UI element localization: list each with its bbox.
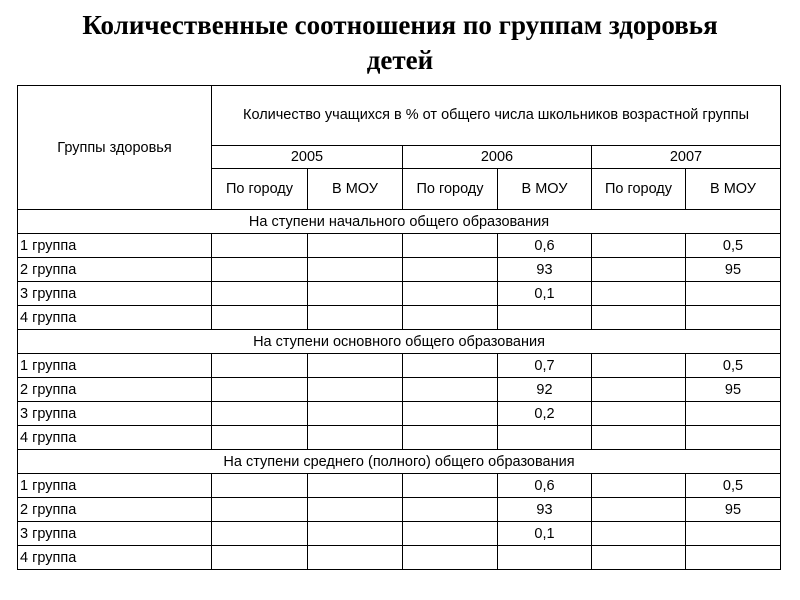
table-cell	[308, 234, 403, 258]
table-row	[18, 498, 781, 522]
table-cell	[403, 258, 498, 282]
table-cell	[308, 258, 403, 282]
table-cell	[212, 282, 308, 306]
table-cell	[403, 474, 498, 498]
table-row	[18, 234, 781, 258]
table-row	[18, 306, 781, 330]
header-sub: В МОУ	[308, 169, 403, 210]
table-cell: 93	[498, 498, 592, 522]
table-cell	[592, 306, 686, 330]
table-cell	[212, 522, 308, 546]
table-cell	[686, 546, 781, 570]
table-cell	[308, 522, 403, 546]
table-cell	[212, 354, 308, 378]
table-cell: 0,1	[498, 522, 592, 546]
row-label: 1 группа	[18, 234, 212, 258]
table-cell: 0,5	[686, 234, 781, 258]
header-sub: По городу	[212, 169, 308, 210]
table-cell	[498, 306, 592, 330]
row-label: 3 группа	[18, 522, 212, 546]
table-cell	[592, 282, 686, 306]
table-cell: 95	[686, 498, 781, 522]
table-cell	[212, 258, 308, 282]
table-row	[18, 282, 781, 306]
table-cell	[686, 282, 781, 306]
table-cell	[212, 474, 308, 498]
table-cell: 0,1	[498, 282, 592, 306]
table-cell	[403, 546, 498, 570]
table-cell	[592, 402, 686, 426]
row-label: 3 группа	[18, 282, 212, 306]
table-row	[18, 378, 781, 402]
row-label: 1 группа	[18, 474, 212, 498]
table-cell: 95	[686, 378, 781, 402]
table-cell	[308, 306, 403, 330]
header-groups: Группы здоровья	[18, 86, 212, 210]
table-cell: 0,5	[686, 354, 781, 378]
table-cell: 92	[498, 378, 592, 402]
header-sub: По городу	[403, 169, 498, 210]
table-cell	[403, 402, 498, 426]
table-cell	[592, 258, 686, 282]
table-cell	[308, 354, 403, 378]
table-cell	[308, 378, 403, 402]
page-title	[0, 8, 800, 78]
table-cell	[592, 474, 686, 498]
table-cell: 0,5	[686, 474, 781, 498]
header-sub: В МОУ	[498, 169, 592, 210]
section-title: На ступени основного общего образования	[18, 330, 781, 354]
row-label: 4 группа	[18, 306, 212, 330]
table-cell	[592, 426, 686, 450]
row-label: 2 группа	[18, 258, 212, 282]
header-year: 2005	[212, 146, 403, 169]
header-year: 2006	[403, 146, 592, 169]
table-cell	[403, 354, 498, 378]
table-cell	[308, 282, 403, 306]
header-year: 2007	[592, 146, 781, 169]
title-line-2: детей	[366, 45, 434, 75]
table-cell	[212, 306, 308, 330]
table-cell	[308, 546, 403, 570]
table-cell: 93	[498, 258, 592, 282]
table-cell	[212, 234, 308, 258]
table-row	[18, 546, 781, 570]
section-title: На ступени начального общего образования	[18, 210, 781, 234]
table-cell	[498, 426, 592, 450]
table-cell: 0,6	[498, 234, 592, 258]
table-cell	[212, 426, 308, 450]
header-row-main	[18, 86, 781, 146]
table-cell	[403, 498, 498, 522]
table-cell: 0,6	[498, 474, 592, 498]
header-sub: В МОУ	[686, 169, 781, 210]
table-row	[18, 426, 781, 450]
table-cell	[212, 546, 308, 570]
table-cell	[403, 426, 498, 450]
table-row	[18, 474, 781, 498]
header-sub: По городу	[592, 169, 686, 210]
table-cell	[592, 498, 686, 522]
table-cell	[403, 234, 498, 258]
table-cell: 95	[686, 258, 781, 282]
table-cell	[212, 378, 308, 402]
table-cell	[686, 402, 781, 426]
table-row	[18, 258, 781, 282]
section-title: На ступени среднего (полного) общего образования	[18, 450, 781, 474]
table-cell	[212, 498, 308, 522]
table-cell: 0,2	[498, 402, 592, 426]
table-cell	[592, 378, 686, 402]
table-cell: 0,7	[498, 354, 592, 378]
row-label: 3 группа	[18, 402, 212, 426]
table-cell	[403, 282, 498, 306]
section-row	[18, 210, 781, 234]
table-cell	[686, 426, 781, 450]
table-cell	[403, 378, 498, 402]
health-groups-table	[17, 85, 781, 570]
table-row	[18, 522, 781, 546]
table-cell	[592, 522, 686, 546]
table-row	[18, 402, 781, 426]
row-label: 2 группа	[18, 498, 212, 522]
table-cell	[592, 234, 686, 258]
table-cell	[403, 522, 498, 546]
row-label: 2 группа	[18, 378, 212, 402]
table-cell	[308, 402, 403, 426]
title-line-1: Количественные соотношения по группам здоровья	[82, 10, 718, 40]
section-row	[18, 450, 781, 474]
table-cell	[212, 402, 308, 426]
table-cell	[403, 306, 498, 330]
table-row	[18, 354, 781, 378]
table-cell	[686, 522, 781, 546]
table-cell	[308, 426, 403, 450]
section-row	[18, 330, 781, 354]
header-main: Количество учащихся в % от общего числа школьников возрастной группы	[212, 86, 781, 146]
row-label: 4 группа	[18, 426, 212, 450]
table-cell	[686, 306, 781, 330]
row-label: 4 группа	[18, 546, 212, 570]
table-cell	[308, 498, 403, 522]
table-cell	[592, 354, 686, 378]
table-cell	[308, 474, 403, 498]
table-cell	[498, 546, 592, 570]
table-cell	[592, 546, 686, 570]
row-label: 1 группа	[18, 354, 212, 378]
